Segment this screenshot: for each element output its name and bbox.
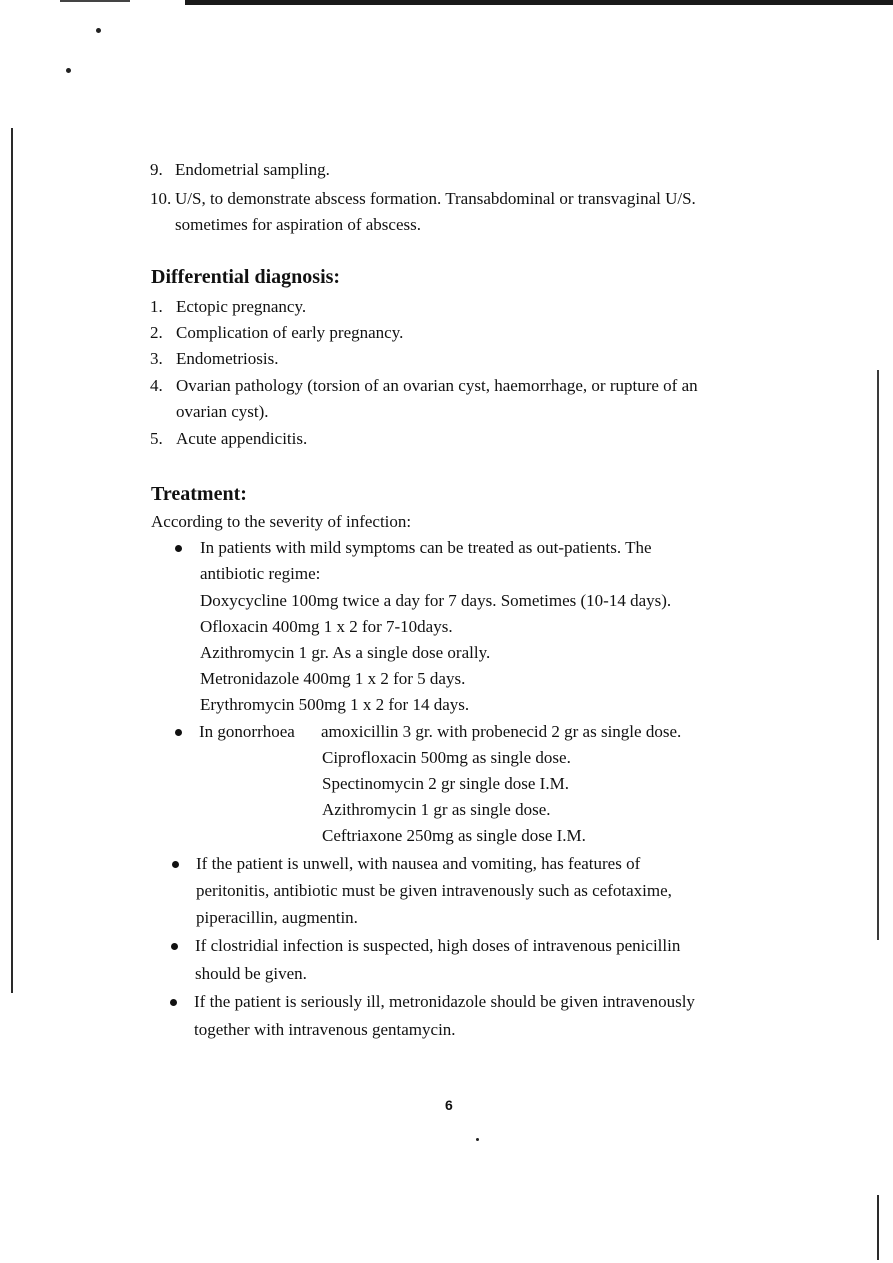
- gonorrhoea-regime-line: Spectinomycin 2 gr single dose I.M.: [322, 774, 569, 793]
- mild-symptoms-text: antibiotic regime:: [200, 564, 321, 583]
- clostridial-text: should be given.: [195, 964, 307, 983]
- gonorrhoea-regime-line: Ciprofloxacin 500mg as single dose.: [322, 748, 571, 767]
- scan-margin-line: [877, 1195, 879, 1260]
- scan-speck: [476, 1138, 479, 1141]
- scan-speck: [66, 68, 71, 73]
- regime-line: Erythromycin 500mg 1 x 2 for 14 days.: [200, 695, 470, 714]
- list-item-text: Acute appendicitis.: [176, 429, 308, 448]
- list-number: 2.: [150, 323, 163, 342]
- section-heading-treatment: Treatment:: [151, 483, 247, 505]
- list-number: 10.: [150, 189, 172, 208]
- unwell-text: If the patient is unwell, with nausea and vomiting, has features of: [196, 854, 641, 873]
- regime-line: Doxycycline 100mg twice a day for 7 days. Sometimes (10-14 days).: [200, 591, 672, 610]
- list-number: 5.: [150, 429, 163, 448]
- list-item-text: Ectopic pregnancy.: [176, 297, 307, 316]
- gonorrhoea-regime-line: amoxicillin 3 gr. with probenecid 2 gr as single dose.: [321, 722, 682, 741]
- section-heading-differential: Differential diagnosis:: [151, 266, 341, 288]
- list-number: 9.: [150, 160, 163, 179]
- treatment-intro: According to the severity of infection:: [151, 512, 412, 531]
- bullet: [175, 729, 182, 736]
- bullet: [175, 545, 182, 552]
- list-number: 3.: [150, 349, 163, 368]
- regime-line: Azithromycin 1 gr. As a single dose orally.: [200, 643, 491, 662]
- scan-speck: [96, 28, 101, 33]
- list-item-text: Endometrial sampling.: [175, 160, 330, 179]
- list-number: 1.: [150, 297, 163, 316]
- scan-margin-line: [877, 370, 879, 940]
- list-item-text: U/S, to demonstrate abscess formation. Transabdominal or transvaginal U/S.: [175, 189, 696, 208]
- gonorrhoea-regime-line: Ceftriaxone 250mg as single dose I.M.: [322, 826, 586, 845]
- regime-line: Metronidazole 400mg 1 x 2 for 5 days.: [200, 669, 466, 688]
- mild-symptoms-text: In patients with mild symptoms can be treated as out-patients. The: [200, 538, 652, 557]
- scan-edge-line: [185, 0, 893, 5]
- bullet: [172, 861, 179, 868]
- clostridial-text: If clostridial infection is suspected, high doses of intravenous penicillin: [195, 936, 681, 955]
- list-item-text: Complication of early pregnancy.: [176, 323, 404, 342]
- bullet: [171, 943, 178, 950]
- seriously-ill-text: together with intravenous gentamycin.: [194, 1020, 456, 1039]
- list-item-text: Ovarian pathology (torsion of an ovarian cyst, haemorrhage, or rupture of an: [176, 376, 698, 395]
- regime-line: Ofloxacin 400mg 1 x 2 for 7-10days.: [200, 617, 453, 636]
- bullet: [170, 999, 177, 1006]
- list-item-continuation: sometimes for aspiration of abscess.: [175, 215, 421, 234]
- page-number: 6: [445, 1097, 453, 1113]
- list-item-continuation: ovarian cyst).: [176, 402, 269, 421]
- list-number: 4.: [150, 376, 163, 395]
- list-item-text: Endometriosis.: [176, 349, 279, 368]
- scan-edge-line-left: [60, 0, 130, 2]
- unwell-text: piperacillin, augmentin.: [196, 908, 358, 927]
- gonorrhoea-regime-line: Azithromycin 1 gr as single dose.: [322, 800, 551, 819]
- seriously-ill-text: If the patient is seriously ill, metronidazole should be given intravenously: [194, 992, 695, 1011]
- unwell-text: peritonitis, antibiotic must be given intravenously such as cefotaxime,: [196, 881, 672, 900]
- gonorrhoea-label: In gonorrhoea: [199, 722, 295, 741]
- scan-margin-line: [11, 128, 13, 993]
